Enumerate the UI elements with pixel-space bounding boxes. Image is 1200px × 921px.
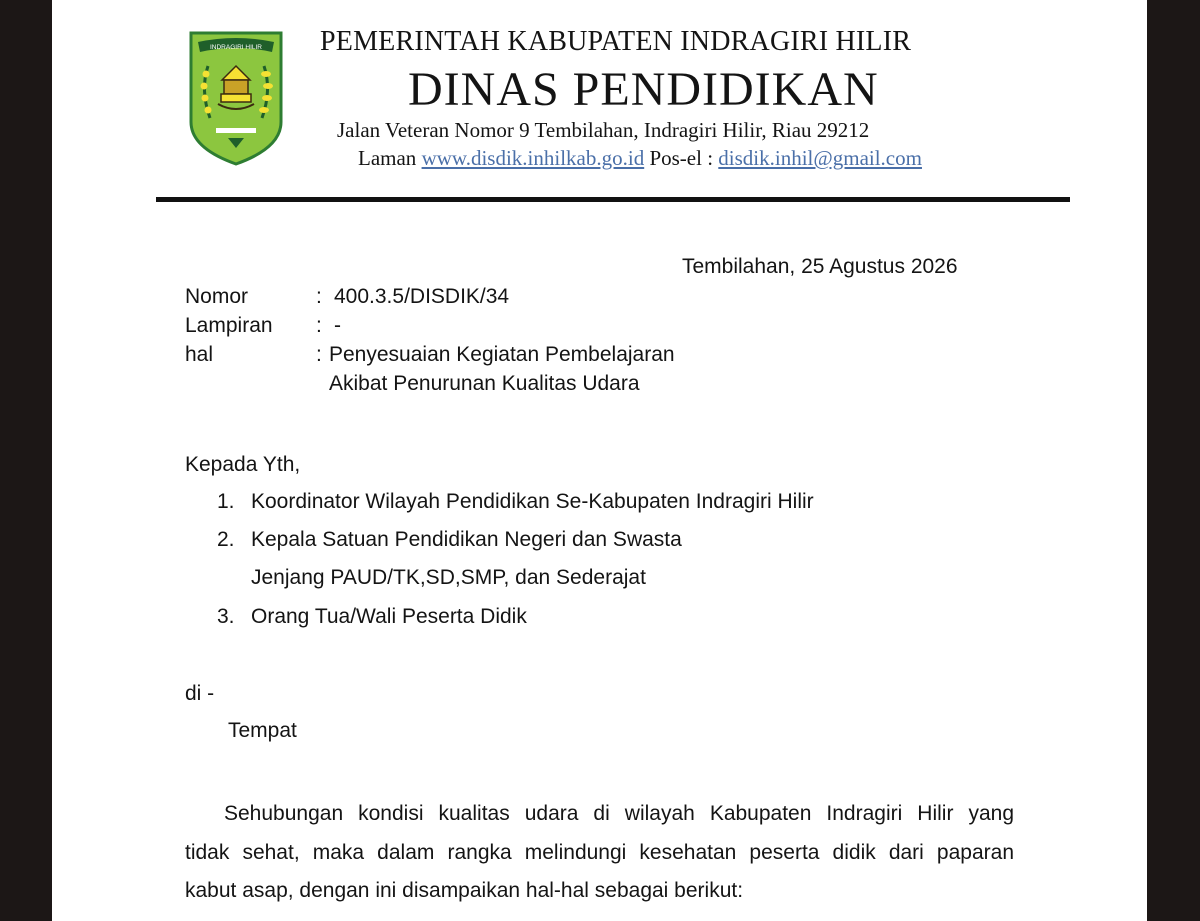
body-line: kabut asap, dengan ini disampaikan hal-hal sebagai berikut: [185, 879, 744, 902]
recipient-number: 1. [217, 490, 235, 513]
recipient-item: Kepala Satuan Pendidikan Negeri dan Swasta [251, 528, 682, 551]
number-label: Nomor [185, 285, 249, 308]
place-name: Tempat [228, 719, 297, 742]
logo-banner-text: INDRAGIRI HILIR [209, 44, 263, 51]
letter-page [52, 0, 1147, 921]
recipient-number: 2. [217, 528, 235, 551]
agency-heading: DINAS PENDIDIKAN [408, 63, 879, 116]
subject-label: hal [185, 343, 214, 366]
body-line: Sehubungan kondisi kualitas udara di wilayah Kabupaten Indragiri Hilir yang [224, 802, 1014, 825]
recipient-number: 3. [217, 605, 235, 628]
website-link[interactable]: www.disdik.inhilkab.go.id [421, 146, 645, 170]
attachment-separator: : [316, 314, 322, 337]
office-address: Jalan Veteran Nomor 9 Tembilahan, Indragiri Hilir, Riau 29212 [337, 118, 870, 142]
number-value: 400.3.5/DISDIK/34 [334, 285, 510, 308]
letter-date: Tembilahan, 25 Agustus 2026 [682, 255, 958, 278]
recipient-item: Orang Tua/Wali Peserta Didik [251, 605, 527, 628]
number-separator: : [316, 285, 322, 308]
contact-line [358, 146, 922, 171]
subject-separator: : [316, 343, 322, 366]
email-label: Pos-el : [649, 146, 714, 170]
letterhead-divider [156, 197, 1070, 202]
recipient-intro: Kepada Yth, [185, 453, 301, 476]
attachment-label: Lampiran [185, 314, 273, 337]
recipient-item-continued: Jenjang PAUD/TK,SD,SMP, dan Sederajat [251, 566, 646, 589]
email-link[interactable]: disdik.inhil@gmail.com [718, 146, 922, 170]
attachment-value: - [334, 314, 341, 337]
government-heading: PEMERINTAH KABUPATEN INDRAGIRI HILIR [320, 26, 912, 57]
subject-value-continued: Akibat Penurunan Kualitas Udara [329, 372, 640, 395]
recipient-item: Koordinator Wilayah Pendidikan Se-Kabupaten Indragiri Hilir [251, 490, 814, 513]
subject-value: Penyesuaian Kegiatan Pembelajaran [329, 343, 675, 366]
body-line: tidak sehat, maka dalam rangka melindungi kesehatan peserta didik dari paparan [185, 841, 1014, 864]
website-label: Laman [358, 146, 417, 170]
place-prefix: di - [185, 682, 215, 705]
regency-emblem-logo [188, 30, 284, 166]
